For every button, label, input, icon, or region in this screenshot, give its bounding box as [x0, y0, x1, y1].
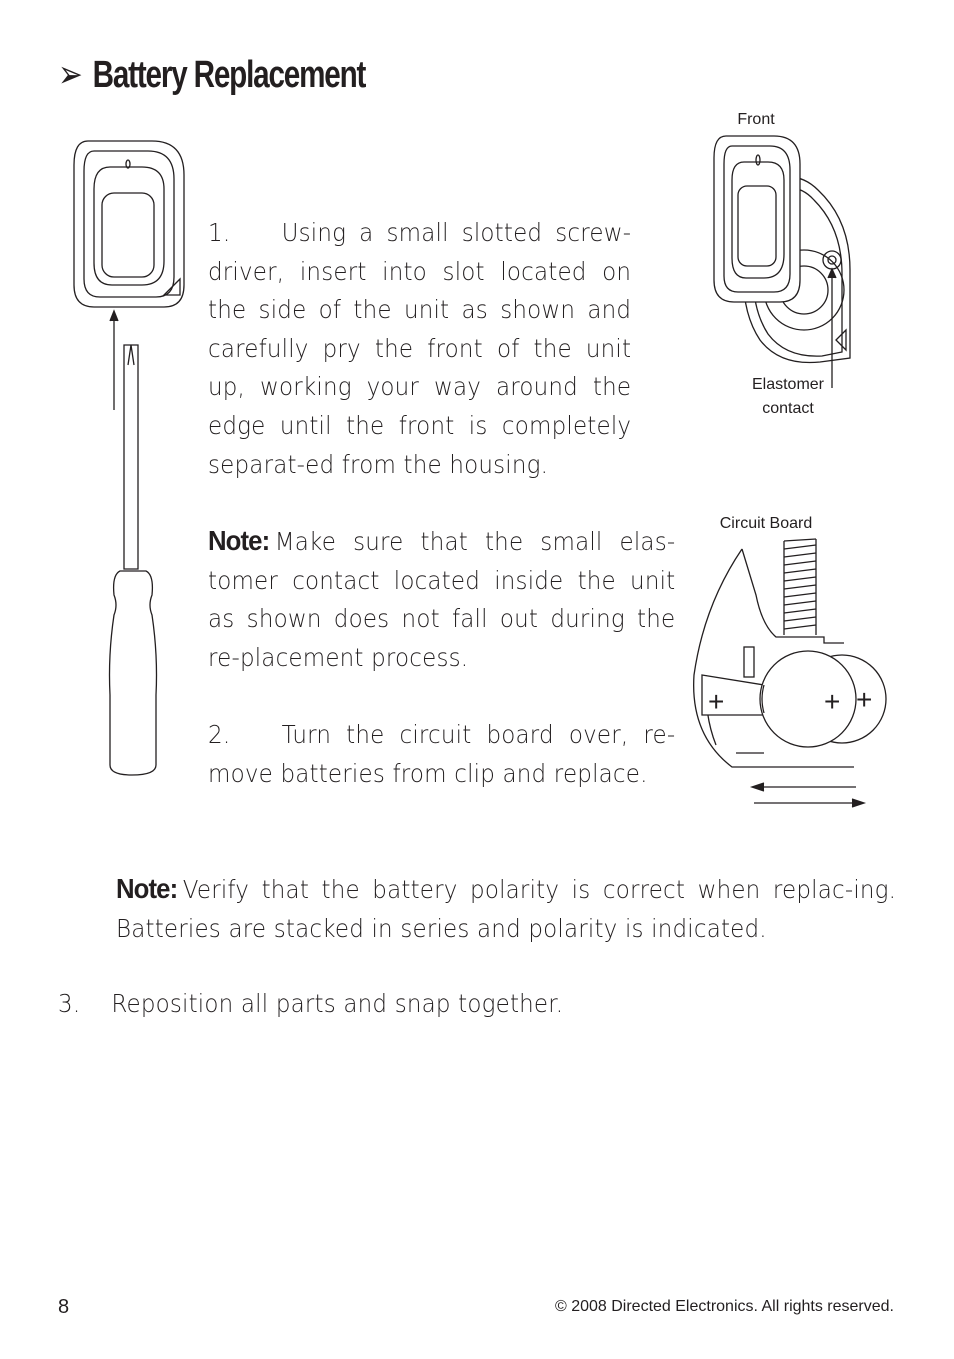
note-2-paragraph — [116, 870, 896, 948]
note-1-label: Note: — [208, 525, 270, 556]
circuit-board-diagram — [684, 535, 894, 815]
remote-slot-notch — [164, 279, 180, 295]
note-1-text: Make sure that the small elas-tomer contact located inside the unit as shown does not fall out during the re-placement process. — [208, 527, 676, 672]
step-1-text: Using a small slotted screw-driver, insert into slot located on the side of the unit as shown and carefully pry the front of the unit up, working your way around the edge until the front is completely separat-ed from the housing. — [208, 218, 632, 479]
arrow-bullet-icon: ➢ — [58, 54, 82, 96]
screwdriver-icon — [110, 345, 157, 775]
step-2-text: Turn the circuit board over, re-move batteries from clip and replace. — [208, 720, 676, 788]
note-2-label: Note: — [116, 873, 178, 904]
copyright-notice: © 2008 Directed Electronics. All rights reserved. — [554, 1298, 894, 1315]
front-label: Front — [737, 111, 775, 128]
page-title-text: Battery Replacement — [92, 54, 366, 96]
front-housing-diagram — [700, 130, 870, 390]
pry-arrow-head — [110, 311, 118, 321]
battery-1-plus-sign: + — [824, 686, 841, 717]
page-number: 8 — [58, 1296, 70, 1318]
step-3-number: 3. — [58, 989, 81, 1018]
step-2-number: 2. — [208, 720, 231, 749]
clip-plus-sign: + — [708, 686, 725, 717]
antenna-coil-icon — [784, 539, 816, 635]
remote-screwdriver-illustration — [60, 135, 200, 785]
step-2-paragraph — [208, 716, 675, 793]
remote-outer-shape — [74, 141, 184, 307]
step-1-number: 1. — [208, 218, 231, 247]
step-1-paragraph — [208, 214, 631, 484]
note-2-text: Verify that the battery polarity is correct when replac-ing. Batteries are stacked in series and polarity is indicated. — [116, 875, 897, 943]
remote-button — [102, 193, 154, 277]
elastomer-label-line-1: Elastomer — [751, 376, 825, 393]
battery-1-shape — [760, 651, 856, 747]
step-3-paragraph — [58, 985, 702, 1024]
note-1-paragraph — [208, 522, 675, 677]
front-cover-shape — [714, 136, 800, 302]
elastomer-contact-label — [738, 373, 838, 421]
battery-2-plus-sign: + — [856, 684, 873, 715]
elastomer-label-line-2: contact — [762, 400, 814, 417]
page-title — [58, 52, 365, 97]
elastomer-contact-icon — [823, 251, 841, 269]
circuit-board-label: Circuit Board — [719, 515, 813, 532]
step-3-text: Reposition all parts and snap together. — [111, 989, 564, 1018]
